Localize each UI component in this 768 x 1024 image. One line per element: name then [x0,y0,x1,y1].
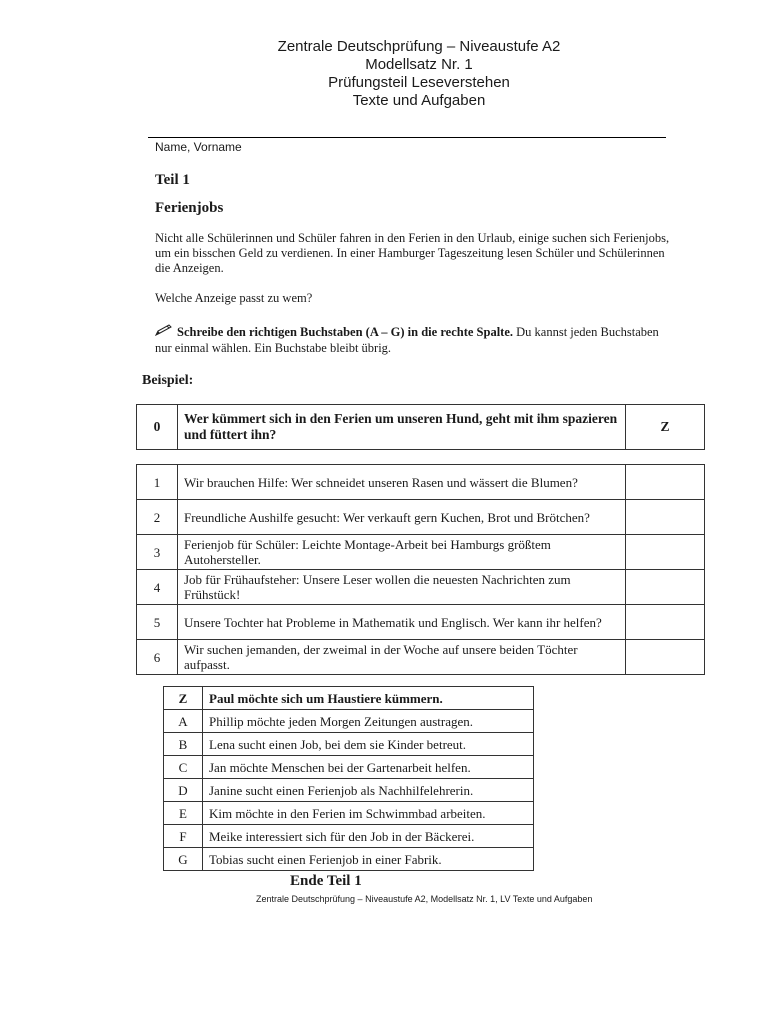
part-title: Teil 1 [155,172,190,188]
instruction-bold: Schreibe den richtigen Buchstaben (A – G) in die rechte Spalte. [177,325,513,339]
ad-number: 4 [137,570,178,605]
answer-cell[interactable] [626,465,705,500]
person-text: Meike interessiert sich für den Job in der Bäckerei. [203,825,534,848]
section-title: Ferienjobs [155,200,224,216]
table-row [164,687,534,710]
person-text: Paul möchte sich um Haustiere kümmern. [203,687,534,710]
name-label: Name, Vorname [155,140,242,154]
ad-text: Wir suchen jemanden, der zweimal in der Woche auf unsere beiden Töchter aufpasst. [178,640,626,675]
person-letter: D [164,779,203,802]
person-letter: G [164,848,203,871]
table-row [137,570,705,605]
ad-number: 1 [137,465,178,500]
document-header [0,38,768,110]
person-text: Kim möchte in den Ferien im Schwimmbad arbeiten. [203,802,534,825]
example-number: 0 [137,405,178,450]
person-letter: A [164,710,203,733]
table-row [164,756,534,779]
table-row [164,779,534,802]
table-row [164,802,534,825]
table-row [137,465,705,500]
answer-cell[interactable] [626,640,705,675]
person-text: Jan möchte Menschen bei der Gartenarbeit helfen. [203,756,534,779]
header-line-3: Prüfungsteil Leseverstehen [328,74,510,91]
answer-cell[interactable] [626,500,705,535]
ad-text: Job für Frühaufsteher: Unsere Leser wollen die neuesten Nachrichten zum Frühstück! [178,570,626,605]
table-row [137,535,705,570]
ad-number: 2 [137,500,178,535]
example-table [136,404,705,450]
table-row [137,640,705,675]
task-instruction [155,324,675,356]
person-letter: F [164,825,203,848]
ad-text: Ferienjob für Schüler: Leichte Montage-Arbeit bei Hamburgs größtem Autohersteller. [178,535,626,570]
page-footer: Zentrale Deutschprüfung – Niveaustufe A2, Modellsatz Nr. 1, LV Texte und Aufgaben [256,894,593,904]
table-row [164,733,534,756]
ad-text: Unsere Tochter hat Probleme in Mathematik und Englisch. Wer kann ihr helfen? [178,605,626,640]
person-letter: E [164,802,203,825]
instruction-rest: Du kannst jeden Buchstaben nur einmal wählen. Ein Buchstabe bleibt übrig. [155,325,659,355]
answer-cell[interactable] [626,605,705,640]
person-letter: C [164,756,203,779]
header-line-1: Zentrale Deutschprüfung – Niveaustufe A2 [277,38,561,55]
header-line-2: Modellsatz Nr. 1 [365,56,473,73]
answer-cell[interactable] [626,570,705,605]
answer-cell[interactable] [626,535,705,570]
ad-text: Wir brauchen Hilfe: Wer schneidet unseren Rasen und wässert die Blumen? [178,465,626,500]
intro-paragraph: Nicht alle Schülerinnen und Schüler fahren in den Ferien in den Urlaub, einige suchen sich Ferienjobs, um ein bisschen Geld zu verdienen. In einer Hamburger Tageszeitung lesen Schüler und Schülerinnen die Anzeigen. [155,231,670,275]
ad-text: Freundliche Aushilfe gesucht: Wer verkauft gern Kuchen, Brot und Brötchen? [178,500,626,535]
ad-number: 5 [137,605,178,640]
person-text: Janine sucht einen Ferienjob als Nachhilfelehrerin. [203,779,534,802]
part-end-label: Ende Teil 1 [290,873,362,889]
header-line-4: Texte und Aufgaben [352,92,486,109]
person-text: Phillip möchte jeden Morgen Zeitungen austragen. [203,710,534,733]
person-letter: B [164,733,203,756]
name-field-line[interactable] [148,137,666,138]
ads-table [136,464,705,675]
table-row [137,500,705,535]
table-row [164,710,534,733]
persons-table [163,686,534,871]
pencil-icon [155,324,177,340]
person-text: Lena sucht einen Job, bei dem sie Kinder betreut. [203,733,534,756]
table-row [164,825,534,848]
example-label: Beispiel: [142,373,194,388]
table-row [137,605,705,640]
example-answer: Z [626,405,705,450]
task-question: Welche Anzeige passt zu wem? [155,291,313,305]
person-letter: Z [164,687,203,710]
example-text: Wer kümmert sich in den Ferien um unseren Hund, geht mit ihm spazieren und füttert ihn? [178,405,626,450]
table-row [164,848,534,871]
ad-number: 6 [137,640,178,675]
person-text: Tobias sucht einen Ferienjob in einer Fabrik. [203,848,534,871]
ad-number: 3 [137,535,178,570]
example-row [137,405,705,450]
